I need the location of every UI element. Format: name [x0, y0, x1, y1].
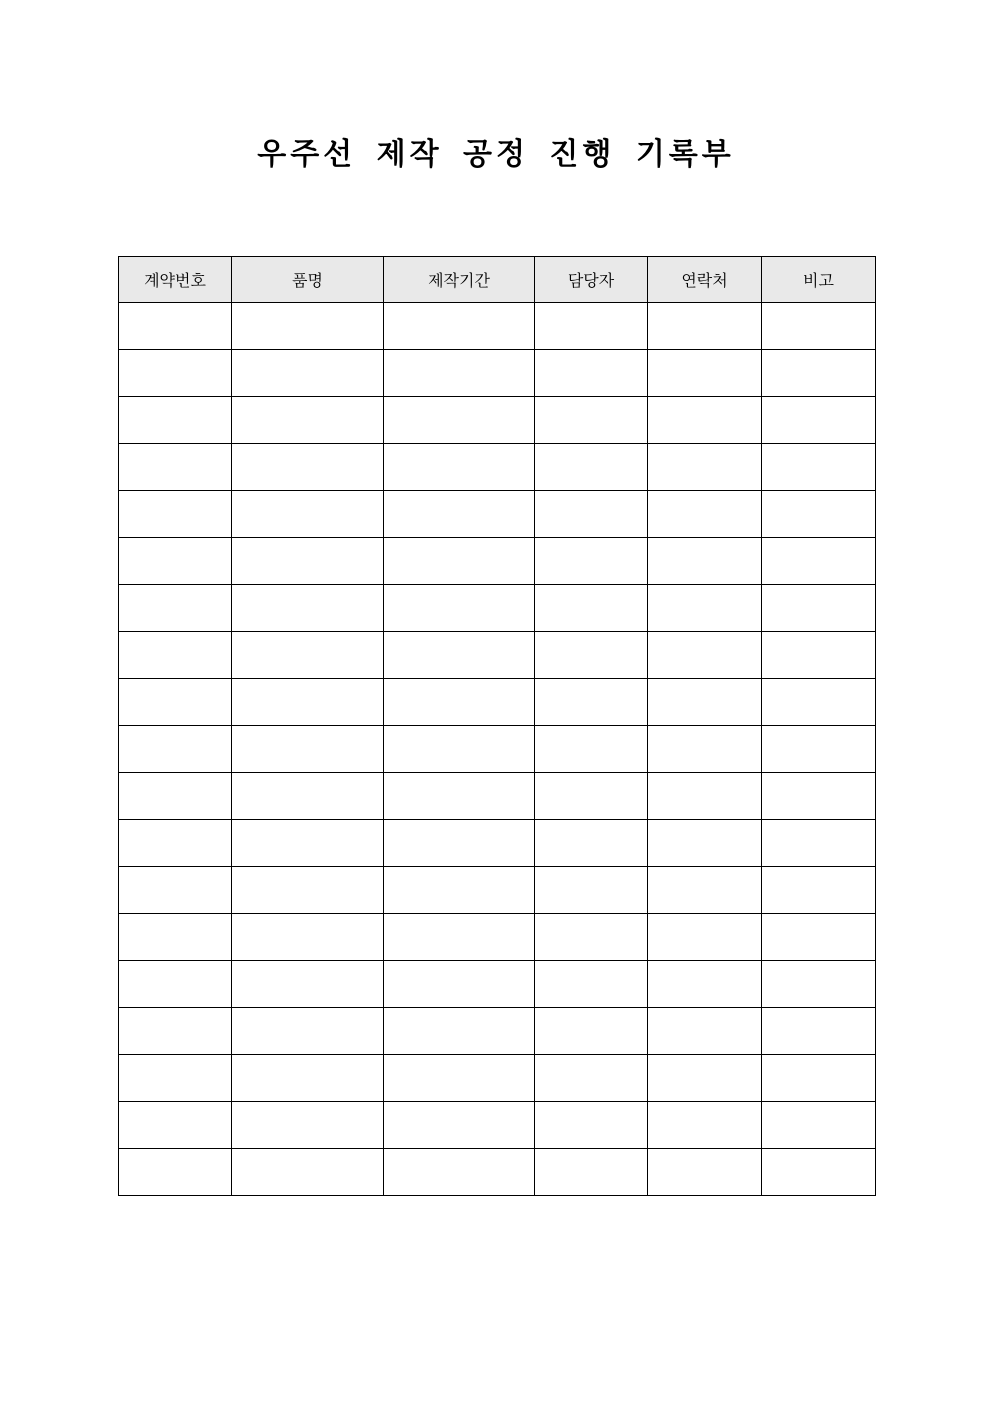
cell-item-name[interactable] — [232, 350, 384, 397]
cell-manager[interactable] — [535, 632, 648, 679]
cell-contract-number[interactable] — [119, 773, 232, 820]
cell-manager[interactable] — [535, 867, 648, 914]
cell-manager[interactable] — [535, 726, 648, 773]
table-row — [119, 726, 876, 773]
cell-remarks[interactable] — [762, 961, 876, 1008]
cell-remarks[interactable] — [762, 773, 876, 820]
cell-contract-number[interactable] — [119, 867, 232, 914]
cell-contact[interactable] — [648, 585, 762, 632]
table-row — [119, 961, 876, 1008]
cell-item-name[interactable] — [232, 303, 384, 350]
cell-contract-number[interactable] — [119, 726, 232, 773]
cell-manager[interactable] — [535, 397, 648, 444]
cell-contract-number[interactable] — [119, 585, 232, 632]
cell-remarks[interactable] — [762, 679, 876, 726]
cell-item-name[interactable] — [232, 1102, 384, 1149]
cell-item-name[interactable] — [232, 867, 384, 914]
cell-item-name[interactable] — [232, 961, 384, 1008]
cell-item-name[interactable] — [232, 444, 384, 491]
cell-remarks[interactable] — [762, 538, 876, 585]
cell-item-name[interactable] — [232, 538, 384, 585]
cell-production-period[interactable] — [384, 914, 535, 961]
cell-contract-number[interactable] — [119, 444, 232, 491]
column-header-remarks: 비고 — [762, 257, 876, 303]
cell-contact[interactable] — [648, 867, 762, 914]
cell-item-name[interactable] — [232, 1149, 384, 1196]
cell-production-period[interactable] — [384, 679, 535, 726]
cell-remarks[interactable] — [762, 867, 876, 914]
table-row — [119, 1008, 876, 1055]
cell-contract-number[interactable] — [119, 961, 232, 1008]
cell-item-name[interactable] — [232, 773, 384, 820]
cell-production-period[interactable] — [384, 444, 535, 491]
record-table — [118, 256, 876, 1196]
cell-item-name[interactable] — [232, 820, 384, 867]
cell-remarks[interactable] — [762, 1055, 876, 1102]
cell-contact[interactable] — [648, 726, 762, 773]
cell-production-period[interactable] — [384, 1102, 535, 1149]
table-row — [119, 1149, 876, 1196]
cell-manager[interactable] — [535, 444, 648, 491]
cell-production-period[interactable] — [384, 1008, 535, 1055]
cell-contact[interactable] — [648, 1102, 762, 1149]
cell-production-period[interactable] — [384, 1055, 535, 1102]
cell-item-name[interactable] — [232, 491, 384, 538]
table-row — [119, 914, 876, 961]
cell-manager[interactable] — [535, 491, 648, 538]
cell-remarks[interactable] — [762, 632, 876, 679]
cell-manager[interactable] — [535, 1149, 648, 1196]
page-title: 우주선 제작 공정 진행 기록부 — [257, 137, 735, 172]
cell-contract-number[interactable] — [119, 914, 232, 961]
cell-production-period[interactable] — [384, 773, 535, 820]
cell-contact[interactable] — [648, 773, 762, 820]
cell-remarks[interactable] — [762, 1102, 876, 1149]
cell-manager[interactable] — [535, 1055, 648, 1102]
cell-production-period[interactable] — [384, 867, 535, 914]
cell-contact[interactable] — [648, 914, 762, 961]
column-header-item-name: 품명 — [232, 257, 384, 303]
table-row — [119, 491, 876, 538]
cell-remarks[interactable] — [762, 585, 876, 632]
cell-manager[interactable] — [535, 1008, 648, 1055]
header-row — [119, 257, 876, 303]
cell-remarks[interactable] — [762, 1149, 876, 1196]
cell-contact[interactable] — [648, 1008, 762, 1055]
table-row — [119, 397, 876, 444]
cell-contract-number[interactable] — [119, 397, 232, 444]
table-row — [119, 632, 876, 679]
table-row — [119, 773, 876, 820]
cell-contact[interactable] — [648, 538, 762, 585]
cell-manager[interactable] — [535, 1102, 648, 1149]
cell-item-name[interactable] — [232, 397, 384, 444]
cell-remarks[interactable] — [762, 491, 876, 538]
cell-remarks[interactable] — [762, 303, 876, 350]
table-row — [119, 867, 876, 914]
cell-contact[interactable] — [648, 632, 762, 679]
table-body — [119, 303, 876, 1196]
cell-item-name[interactable] — [232, 679, 384, 726]
table-row — [119, 820, 876, 867]
cell-contact[interactable] — [648, 820, 762, 867]
cell-production-period[interactable] — [384, 350, 535, 397]
cell-production-period[interactable] — [384, 303, 535, 350]
cell-contract-number[interactable] — [119, 1149, 232, 1196]
cell-item-name[interactable] — [232, 726, 384, 773]
cell-production-period[interactable] — [384, 726, 535, 773]
cell-contact[interactable] — [648, 1055, 762, 1102]
cell-contract-number[interactable] — [119, 632, 232, 679]
cell-manager[interactable] — [535, 303, 648, 350]
column-header-contract-number: 계약번호 — [119, 257, 232, 303]
cell-item-name[interactable] — [232, 914, 384, 961]
cell-contract-number[interactable] — [119, 1008, 232, 1055]
cell-contact[interactable] — [648, 397, 762, 444]
cell-item-name[interactable] — [232, 1008, 384, 1055]
cell-manager[interactable] — [535, 679, 648, 726]
cell-remarks[interactable] — [762, 350, 876, 397]
cell-manager[interactable] — [535, 538, 648, 585]
cell-remarks[interactable] — [762, 397, 876, 444]
cell-contract-number[interactable] — [119, 679, 232, 726]
cell-manager[interactable] — [535, 350, 648, 397]
cell-manager[interactable] — [535, 961, 648, 1008]
cell-production-period[interactable] — [384, 585, 535, 632]
cell-production-period[interactable] — [384, 538, 535, 585]
cell-contact[interactable] — [648, 491, 762, 538]
cell-contract-number[interactable] — [119, 538, 232, 585]
cell-item-name[interactable] — [232, 585, 384, 632]
cell-contract-number[interactable] — [119, 1102, 232, 1149]
cell-remarks[interactable] — [762, 444, 876, 491]
cell-contact[interactable] — [648, 961, 762, 1008]
cell-contract-number[interactable] — [119, 1055, 232, 1102]
cell-contact[interactable] — [648, 444, 762, 491]
cell-contract-number[interactable] — [119, 491, 232, 538]
table-row — [119, 1055, 876, 1102]
column-header-contact: 연락처 — [648, 257, 762, 303]
cell-contact[interactable] — [648, 1149, 762, 1196]
cell-contract-number[interactable] — [119, 350, 232, 397]
cell-production-period[interactable] — [384, 491, 535, 538]
cell-manager[interactable] — [535, 820, 648, 867]
cell-production-period[interactable] — [384, 397, 535, 444]
cell-production-period[interactable] — [384, 1149, 535, 1196]
cell-remarks[interactable] — [762, 820, 876, 867]
table-row — [119, 538, 876, 585]
column-header-manager: 담당자 — [535, 257, 648, 303]
table-row — [119, 679, 876, 726]
cell-manager[interactable] — [535, 585, 648, 632]
table-row — [119, 350, 876, 397]
cell-manager[interactable] — [535, 914, 648, 961]
cell-contract-number[interactable] — [119, 820, 232, 867]
cell-contact[interactable] — [648, 303, 762, 350]
cell-remarks[interactable] — [762, 1008, 876, 1055]
cell-production-period[interactable] — [384, 632, 535, 679]
cell-contact[interactable] — [648, 350, 762, 397]
table-row — [119, 1102, 876, 1149]
cell-item-name[interactable] — [232, 1055, 384, 1102]
cell-manager[interactable] — [535, 773, 648, 820]
column-header-production-period: 제작기간 — [384, 257, 535, 303]
cell-production-period[interactable] — [384, 961, 535, 1008]
cell-contact[interactable] — [648, 679, 762, 726]
table-row — [119, 444, 876, 491]
cell-production-period[interactable] — [384, 820, 535, 867]
table-row — [119, 585, 876, 632]
table-row — [119, 303, 876, 350]
cell-remarks[interactable] — [762, 914, 876, 961]
cell-contract-number[interactable] — [119, 303, 232, 350]
cell-remarks[interactable] — [762, 726, 876, 773]
cell-item-name[interactable] — [232, 632, 384, 679]
